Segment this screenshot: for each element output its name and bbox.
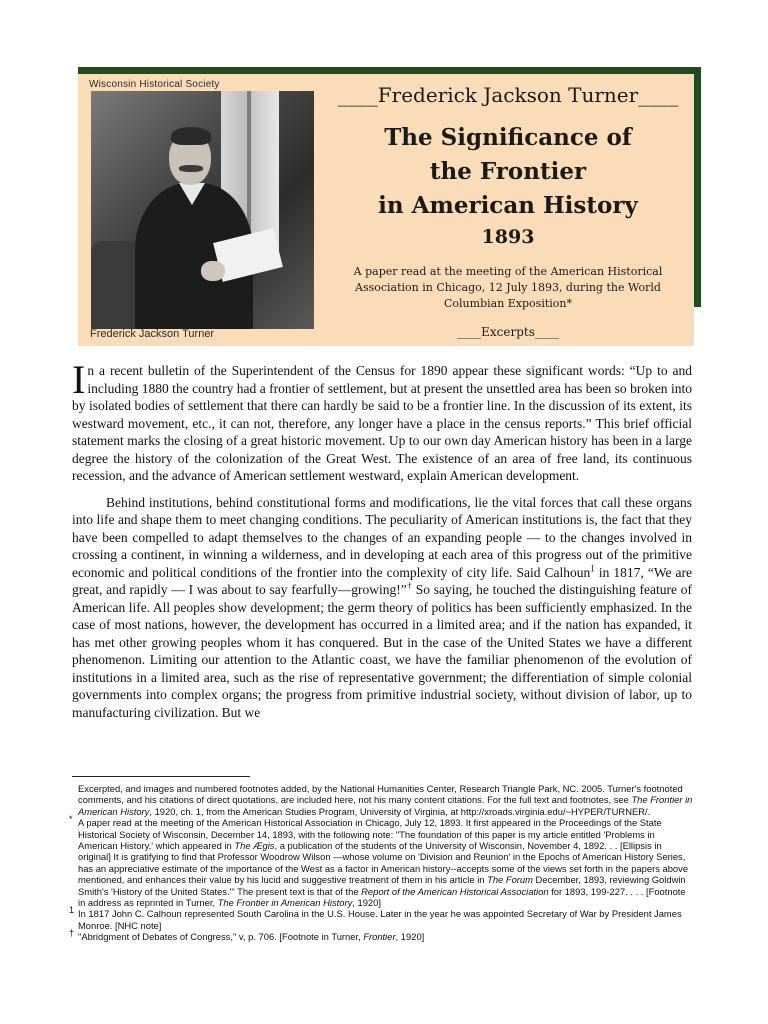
title-line-3: in American History <box>378 192 638 219</box>
footnote-star-forum: The Forum <box>487 874 533 886</box>
footnote-dagger <box>69 928 694 943</box>
photo-credit: Wisconsin Historical Society <box>89 79 220 90</box>
footnote-dagger-title: Frontier <box>363 931 396 943</box>
paragraph-2 <box>72 494 692 722</box>
photo-moustache <box>179 165 203 172</box>
footnote-star-text-a: A paper read at the meeting of the American Historical Association in Chicago, July 12, 1893. It first appeared in the Proceedings of the State Historical Society of Wisconsin, December 14, 1893, with the following note: "The foundation of this paper is my article entitled 'Problems in American History,' which appeared in <box>78 817 662 852</box>
essay-body <box>72 357 693 730</box>
footnote-ref-dagger[interactable]: † <box>406 580 412 591</box>
paragraph-2-text-a: Behind institutions, behind constitutional forms and modifications, lie the vital forces that call these organs into life and shape them to meet changing conditions. The peculiarity of American institutions is, the fact that they have been compelled to adapt themselves to the changes of an expanding people — to the changes involved in crossing a continent, in winning a wilderness, and in developing at each area of this progress out of the primitive economic and political conditions of the frontier into the complexity of city life. Said Calhoun <box>72 494 692 580</box>
paragraph-2-text-c: So saying, he touched the distinguishing feature of American life. All peoples show development; the germ theory of politics has been sufficiently emphasized. In the case of most nations, however, the development has occurred in a limited area; and if the nation has expanded, it has met other growing peoples whom it has conquered. But in the case of the United States we have a different phenomenon. Limiting our attention to the Atlantic coast, we have the familiar phenomenon of the evolution of institutions in a limited area, such as the rise of representative government; the differentiation of simple colonial governments into complex organs; the progress from primitive industrial society, without division of labor, up to manufacturing civilization. But we <box>72 582 693 720</box>
editor-note <box>72 783 694 817</box>
title-line-2: the Frontier <box>429 158 587 185</box>
footnote-star-mark: * <box>69 814 73 825</box>
photo-caption: Frederick Jackson Turner <box>90 328 215 340</box>
footnote-star-report: Report of the American Historical Association <box>361 885 549 897</box>
editor-note-text-b: , 1920, ch. 1, from the American Studies Program, University of Virginia, at http://xroads.virginia.edu/~HYPER/TURNER/. <box>149 805 651 817</box>
footnote-ref-1[interactable]: 1 <box>590 563 595 573</box>
footnote-1-text: In 1817 John C. Calhoun represented South Carolina in the U.S. House. Later in the year he was appointed Secretary of War by President James Monroe. [NHC note] <box>78 908 682 931</box>
footnote-star-aegis: The Ægis <box>234 840 275 852</box>
photo-hair <box>171 127 211 145</box>
footnote-star <box>69 814 694 909</box>
footnote-star-frontier: The Frontier in American History <box>217 897 353 909</box>
footnote-dagger-text-b: , 1920] <box>395 931 425 943</box>
paragraph-2-text-b: in 1817, “We are great, and rapidly — I was about to say fearfully—growing!” <box>72 564 692 597</box>
paragraph-1-text: n a recent bulletin of the Superintendent of the Census for 1890 appear these significant words: “Up to and including 1880 the country had a frontier of settlement, but at present the unsettled area has been so broken into by isolated bodies of settlement that there can hardly be said to be a frontier line. In the discussion of its extent, its westward movement, etc., it can not, therefore, any longer have a place in the census reports.” This brief official statement marks the closing of a great historic movement. Up to our own day American history has been in a large degree the history of the colonization of the Great West. The existence of an area of free land, its continuous recession, and the advance of American settlement westward, explain American development. <box>72 363 692 483</box>
drop-cap: I <box>72 357 86 402</box>
footnotes <box>69 783 694 943</box>
document-year: 1893 <box>481 226 535 248</box>
document-title <box>326 121 690 223</box>
title-line-1: The Significance of <box>384 124 632 151</box>
footnote-star-text-c: December, 1893, reviewing Goldwin Smith's 'History of the United States.'" The present text is that of the <box>78 874 686 897</box>
header-text <box>326 82 690 340</box>
footnote-divider <box>72 776 250 777</box>
footnote-star-text-e: , 1920] <box>352 897 381 909</box>
footnote-dagger-mark: † <box>69 928 75 939</box>
footnote-star-text-b: , a publication of the students of the University of Wisconsin, November 4, 1892. . . [Ellipsis in original] It is gratifying to find that Professor Woodrow Wilson —whose volume on 'Division and Reunion' in the Epochs of American History Series, has an appreciative estimate of the importance of the West as a factor in American history--accepts some of the views set forth in the papers above mentioned, and enhances their value by his lucid and suggestive treatment of them in his article in <box>78 840 689 886</box>
footnote-star-text-d: for 1893, 199-227. . . . [Footnote in address as reprinted in Turner, <box>78 885 686 909</box>
paragraph-1 <box>72 357 692 485</box>
author-line: ____Frederick Jackson Turner____ <box>337 83 679 107</box>
editor-note-text-a: Excerpted, and images and numbered footnotes added, by the National Humanities Center, Research Triangle Park, NC. 2005. Turner's footnoted comments, and his citations of direct quotations, are included here, not his many content citations. For the full text and footnotes, see <box>78 783 683 806</box>
footnote-dagger-text-a: "Abridgment of Debates of Congress," v, p. 706. [Footnote in Turner, <box>78 931 364 943</box>
footnote-1 <box>69 905 694 931</box>
turner-portrait-image <box>91 91 314 329</box>
excerpts-label: ____Excerpts____ <box>457 325 559 339</box>
photo-hand <box>201 261 225 281</box>
footnote-1-mark: 1 <box>69 905 75 916</box>
read-note: A paper read at the meeting of the American Historical Association in Chicago, 12 July 1893, during the World Columbian Exposition* <box>353 265 663 310</box>
editor-note-title: The Frontier in American History <box>78 794 693 817</box>
